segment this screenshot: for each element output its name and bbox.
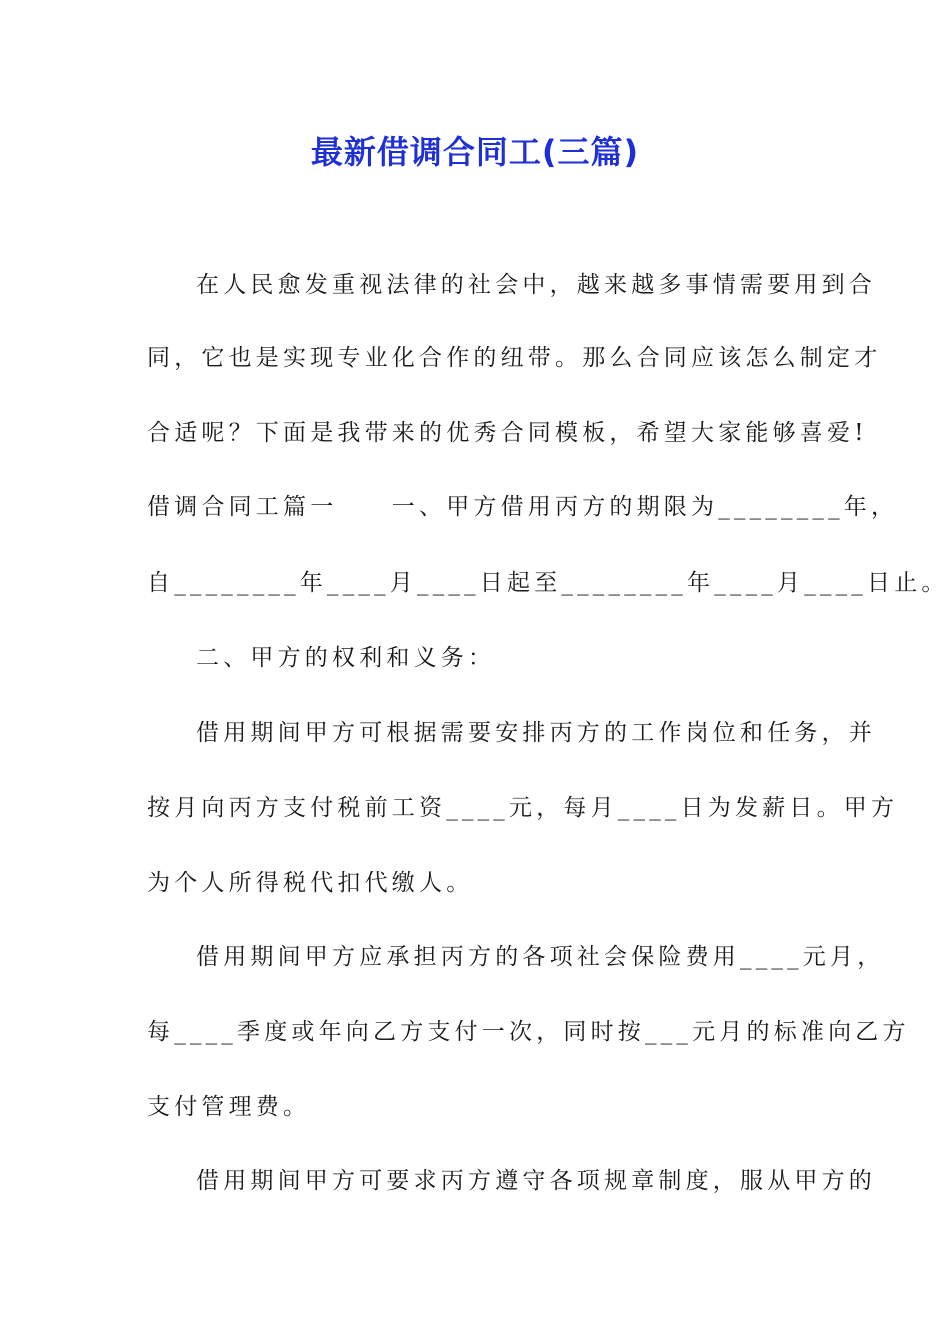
section-heading: 二、甲方的权利和义务： [196,645,496,671]
paragraph-line: 按月向丙方支付税前工资____元，每月____日为发薪日。甲方 [147,795,899,821]
document-title: 最新借调合同工(三篇) [310,133,640,171]
paragraph-line: 同，它也是实现专业化合作的纽带。那么合同应该怎么制定才 [147,345,882,371]
paragraph-line: 借调合同工篇一 一、甲方借用丙方的期限为________年， [147,494,899,520]
paragraph-line: 在人民愈发重视法律的社会中，越来越多事情需要用到合 [196,272,876,298]
paragraph-line: 借用期间甲方可根据需要安排丙方的工作岗位和任务，并 [196,720,876,746]
paragraph-line: 借用期间甲方应承担丙方的各项社会保险费用____元月， [196,944,885,970]
paragraph-line: 合适呢？下面是我带来的优秀合同模板，希望大家能够喜爱! [147,420,868,446]
paragraph-line: 支付管理费。 [147,1094,311,1120]
paragraph-line: 自________年____月____日起至________年____月____日止。 [147,570,949,596]
paragraph-line: 借用期间甲方可要求丙方遵守各项规章制度，服从甲方的 [196,1168,876,1194]
paragraph-line: 为个人所得税代扣代缴人。 [147,870,474,896]
paragraph-line: 每____季度或年向乙方支付一次，同时按___元月的标准向乙方 [147,1019,910,1045]
